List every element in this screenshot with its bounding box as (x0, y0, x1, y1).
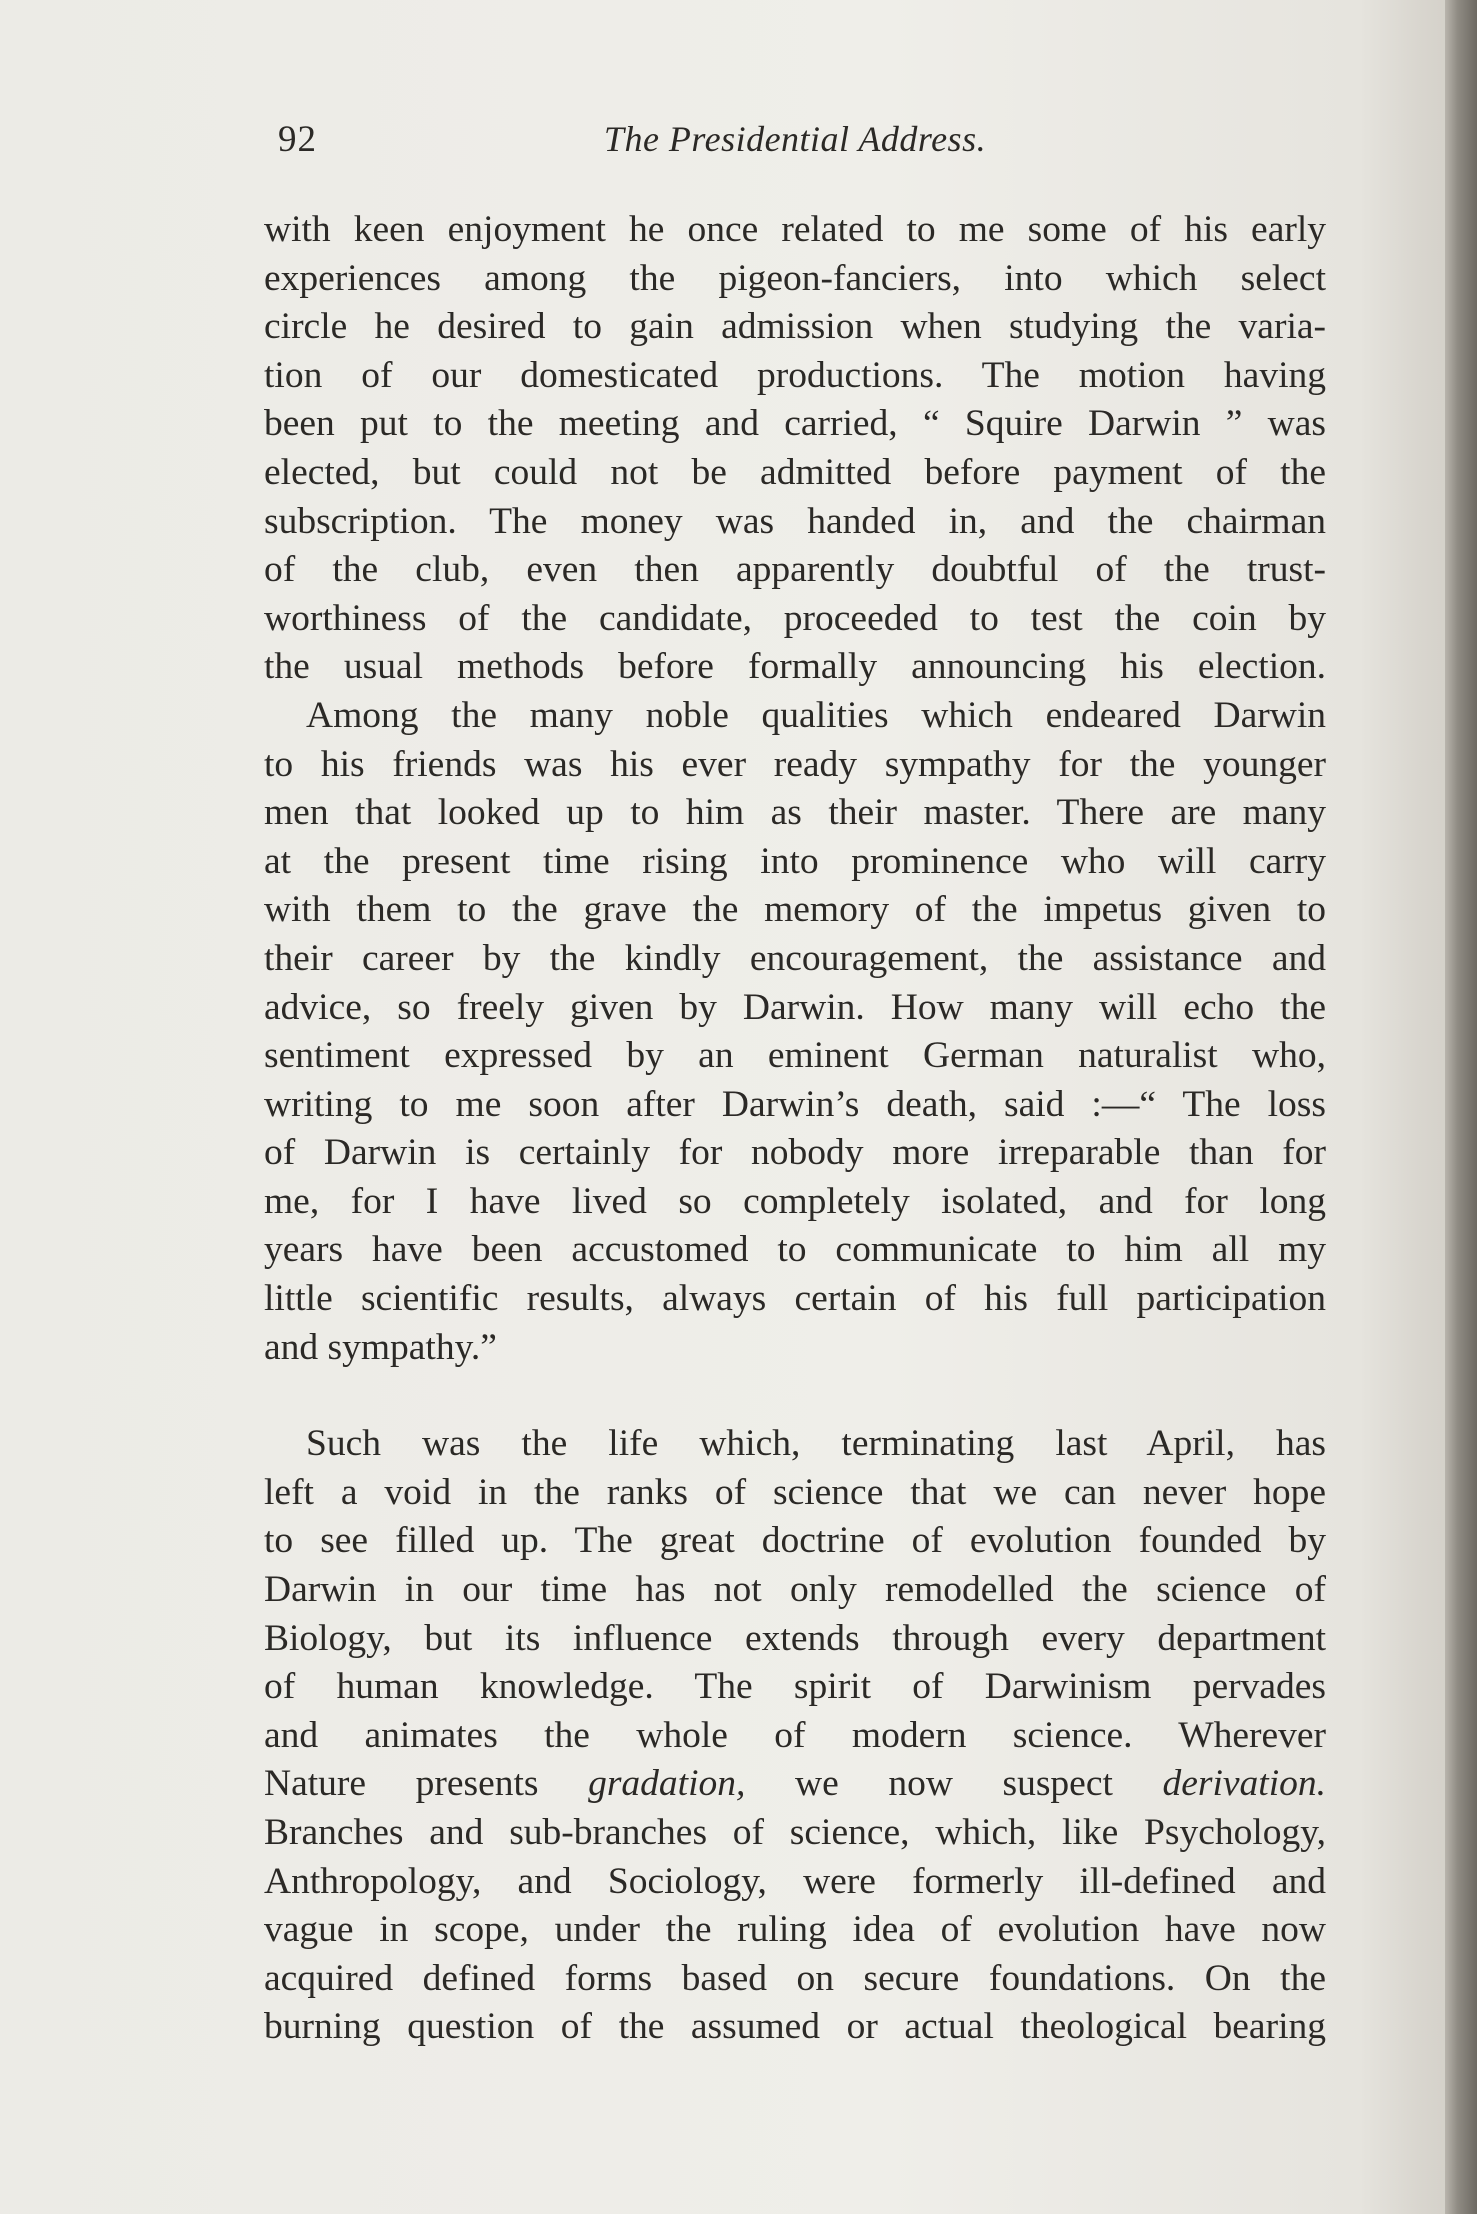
text-line: Branches and sub-branches of science, which, like Psychology, (264, 1812, 1326, 1853)
text-line: Anthropology, and Sociology, were formerly ill-defined and (264, 1860, 1326, 1902)
text-line: to his friends was his ever ready sympathy for the younger (264, 743, 1326, 785)
text-line: Among the many noble qualities which endeared Darwin (306, 694, 1326, 736)
text-line: experiences among the pigeon-fanciers, into which select (264, 257, 1326, 299)
text-line: to see filled up. The great doctrine of evolution founded by (264, 1520, 1326, 1562)
italic-term-gradation: gradation, (588, 1763, 746, 1805)
text-line: burning question of the assumed or actual theological bearing (264, 2006, 1326, 2048)
text-line: at the present time rising into prominence who will carry (264, 840, 1326, 882)
text-line: of human knowledge. The spirit of Darwinism pervades (264, 1666, 1326, 1708)
text-line: worthiness of the candidate, proceeded to test the coin by (264, 597, 1326, 639)
text-line: and animates the whole of modern science. Wherever (264, 1714, 1326, 1756)
body-text (264, 206, 1326, 2052)
text-line: advice, so freely given by Darwin. How many will echo the (264, 986, 1326, 1028)
text-line: the usual methods before formally announcing his election. (264, 646, 1326, 688)
text-line: acquired defined forms based on secure foundations. On the (264, 1957, 1326, 1999)
text-line: of Darwin is certainly for nobody more irreparable than for (264, 1132, 1326, 1174)
text-line: men that looked up to him as their master. There are many (264, 792, 1326, 834)
text-line: of the club, even then apparently doubtful of the trust- (264, 549, 1326, 591)
text-line: elected, but could not be admitted before payment of the (264, 451, 1326, 493)
text-fragment: Nature presents (264, 1763, 589, 1805)
text-line: Such was the life which, terminating last April, has (306, 1423, 1326, 1465)
text-line: years have been accustomed to communicate to him all my (264, 1229, 1326, 1271)
text-line: with keen enjoyment he once related to me some of his early (264, 209, 1326, 250)
text-line: writing to me soon after Darwin’s death, said :—“ The loss (264, 1083, 1326, 1125)
text-line: Biology, but its influence extends through every department (264, 1617, 1326, 1659)
running-title: The Presidential Address. (603, 119, 987, 159)
text-line: sentiment expressed by an eminent German naturalist who, (264, 1035, 1326, 1077)
text-line: Darwin in our time has not only remodelled the science of (264, 1569, 1326, 1611)
text-line: subscription. The money was handed in, and the chairman (264, 500, 1326, 542)
text-line: vague in scope, under the ruling idea of evolution have now (264, 1909, 1326, 1951)
text-line: been put to the meeting and carried, “ Squire Darwin ” was (264, 403, 1326, 445)
section-break (264, 1372, 1326, 1420)
text-fragment: we now suspect (745, 1763, 1163, 1805)
text-line: their career by the kindly encouragement, the assistance and (264, 937, 1326, 979)
text-line: me, for I have lived so completely isolated, and for long (264, 1180, 1326, 1222)
text-line: with them to the grave the memory of the impetus given to (264, 889, 1326, 931)
text-line: tion of our domesticated productions. The motion having (264, 354, 1326, 396)
paragraph-3 (264, 1420, 1326, 2052)
page-gutter-shadow (1445, 0, 1477, 2214)
text-line-italic (264, 1760, 1326, 1809)
text-line: little scientific results, always certain of his full participation (264, 1278, 1326, 1320)
text-line: circle he desired to gain admission when studying the varia- (264, 306, 1326, 348)
paragraph-1 (264, 206, 1326, 692)
text-line: left a void in the ranks of science that we can never hope (264, 1471, 1326, 1513)
page-number: 92 (278, 119, 317, 160)
paragraph-2 (264, 692, 1326, 1372)
page-header (268, 118, 1322, 168)
text-line: and sympathy.” (264, 1326, 497, 1368)
italic-term-derivation: derivation. (1162, 1763, 1326, 1805)
